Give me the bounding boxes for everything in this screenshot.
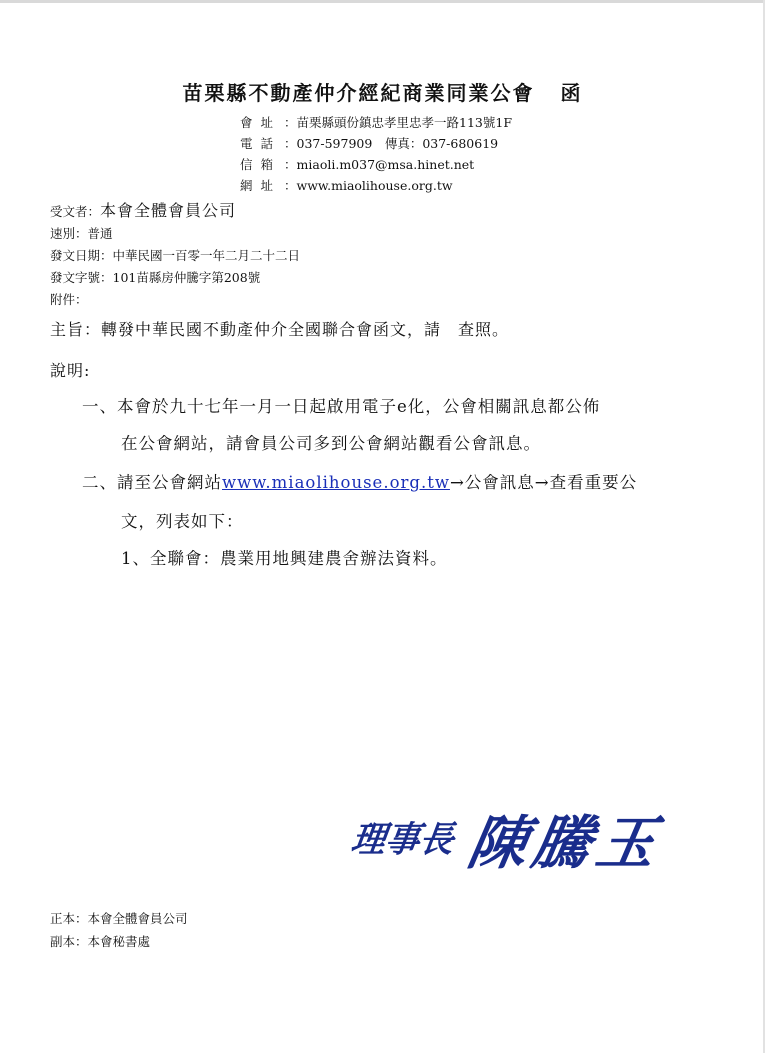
attachment-row: 附件： (50, 292, 88, 307)
association-title: 苗栗縣不動產仲介經紀商業同業公會 (182, 81, 535, 105)
website-link[interactable]: www.miaolihouse.org.tw (222, 473, 450, 492)
explanation-item-1-line-2: 在公會網站，請會員公司多到公會網站觀看公會訊息。 (121, 434, 541, 453)
recipient-row (50, 200, 300, 223)
explanation-item-2-line-2: 文，列表如下： (121, 512, 244, 531)
copy-recipient: 副本：本會秘書處 (50, 934, 151, 949)
contact-phone: 電 話 ：037-597909 傳真：037-680619 (240, 136, 499, 151)
document-type: 函 (560, 81, 583, 105)
date-row: 發文日期：中華民國一百零一年二月二十二日 (50, 248, 301, 263)
meta-block (50, 200, 300, 311)
speed-row: 速別：普通 (50, 226, 113, 241)
copies-block (50, 907, 188, 953)
reference-number-row: 發文字號：101苗縣房仲騰字第208號 (50, 270, 261, 285)
document-header (0, 77, 765, 106)
contact-block (240, 112, 512, 196)
scan-edge-top (0, 0, 765, 3)
explanation-item-2-line-1: 二、請至公會網站www.miaolihouse.org.tw→公會訊息→查看重要公 (82, 473, 638, 492)
original-recipient: 正本：本會全體會員公司 (50, 911, 188, 926)
signature-name: 陳騰玉 (463, 809, 668, 877)
explanation-item-1-line-1: 一、本會於九十七年一月一日起啟用電子e化，公會相關訊息都公佈 (82, 397, 601, 416)
recipient-value: 本會全體會員公司 (100, 201, 237, 220)
subject-line: 主旨：轉發中華民國不動產仲介全國聯合會函文，請 查照。 (50, 320, 510, 339)
recipient-label: 受文者： (50, 204, 101, 219)
contact-email: 信 箱 ：miaoli.m037@msa.hinet.net (240, 157, 475, 172)
signature-title: 理事長 (348, 819, 457, 862)
chairman-signature-stamp (348, 792, 692, 877)
contact-website: 網 址 ：www.miaolihouse.org.tw (240, 178, 453, 193)
contact-address: 會 址 ：苗栗縣頭份鎮忠孝里忠孝一路113號1F (240, 115, 513, 130)
explanation-sub-item-1: 1、全聯會：農業用地興建農舍辦法資料。 (121, 549, 448, 568)
explanation-title: 說明: (50, 361, 91, 380)
